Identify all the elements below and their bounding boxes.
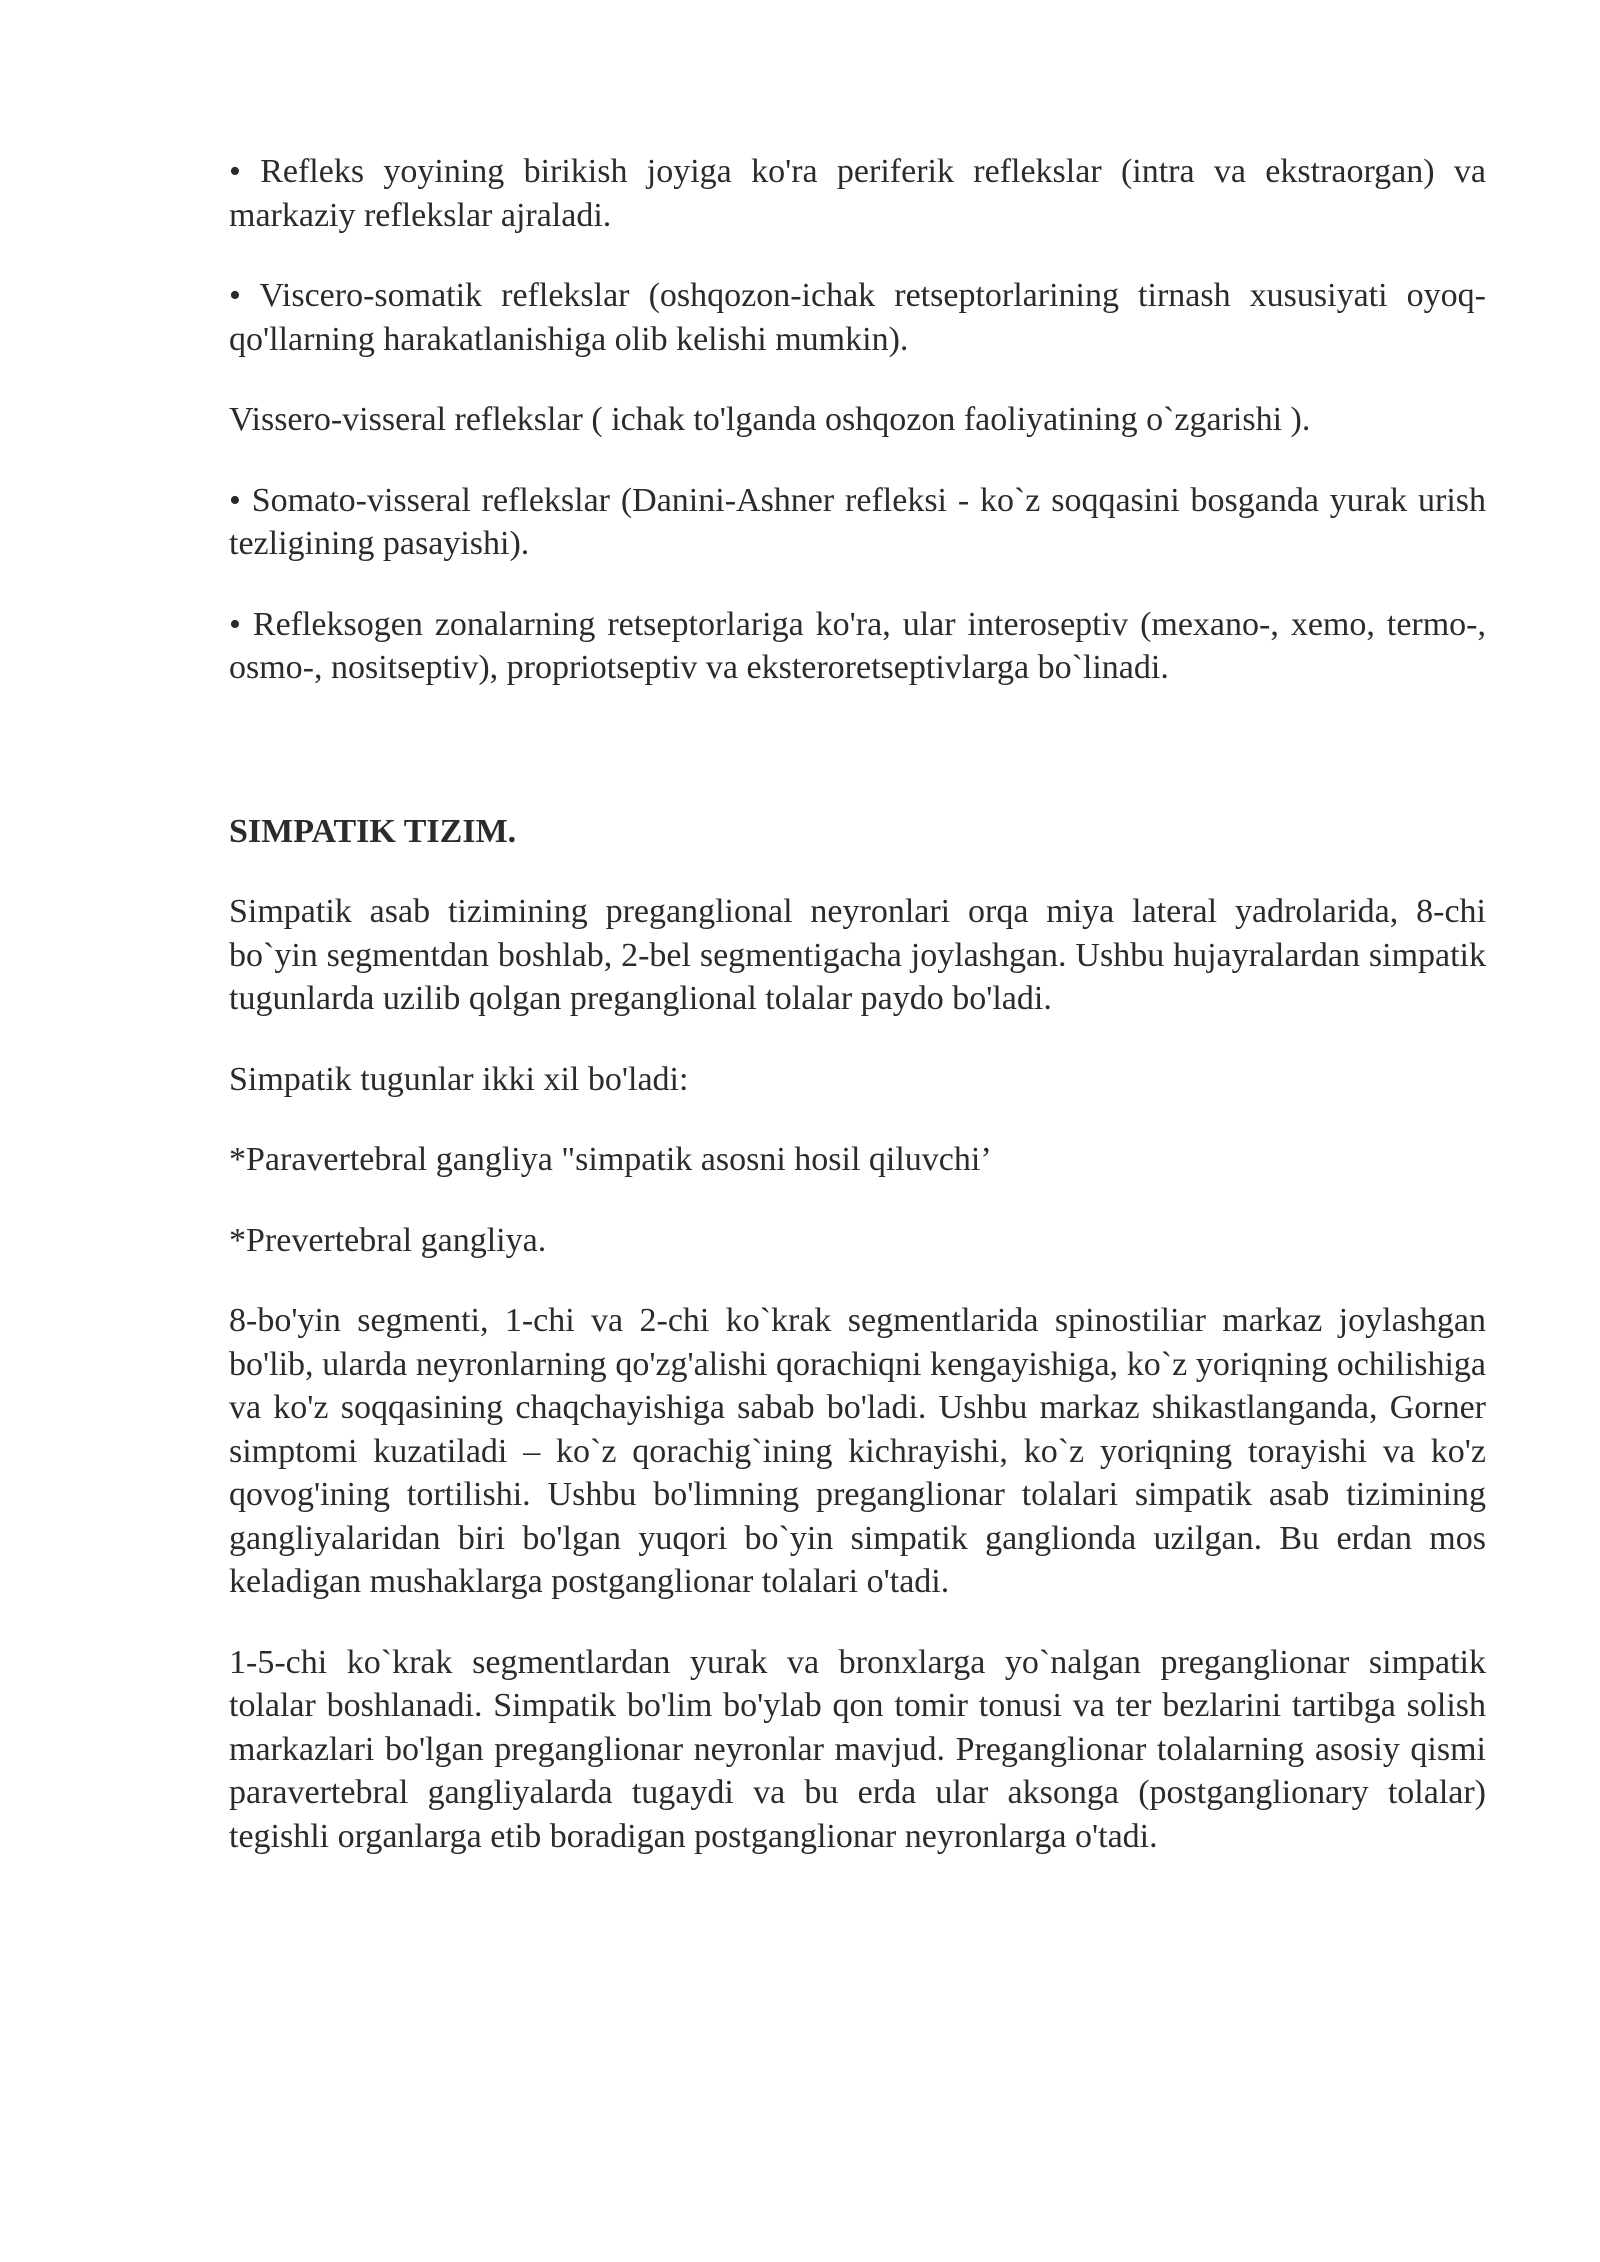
paragraph-thoracic-segments: 1-5-chi ko`krak segmentlardan yurak va bronxlarga yo`nalgan preganglionar simpatik tolalar boshlanadi. Simpatik bo'lim bo'ylab qon tomir tonusi va ter bezlarini tartibga solish markazlari bo'lgan preganglionar neyronlar mavjud. Preganglionar tolalarning asosiy qismi paravertebral gangliyalarda tugaydi va bu erda ular aksonga (postganglionary tolalar) tegishli organlarga etib boradigan postganglionar neyronlarga o'tadi.	[229, 1643, 1486, 1855]
section-title: SIMPATIK TIZIM.	[229, 812, 517, 850]
line-vissero-visseral: Vissero-visseral reflekslar ( ichak to'lganda oshqozon faoliyatining o`zgarishi ).	[229, 401, 1311, 438]
paragraph-prevertebral: *Prevertebral gangliya.	[229, 1221, 547, 1259]
bullet-somato-visseral: • Somato-visseral reflekslar (Danini-Ashner refleksi - ko`z soqqasini bosganda yurak urish tezligining pasayishi).	[229, 481, 1486, 562]
paragraph-paravertebral: *Paravertebral gangliya "simpatik asosni hosil qiluvchi’	[229, 1141, 992, 1178]
bullet-peripheral-reflexes: • Refleks yoyining birikish joyiga ko'ra periferik reflekslar (intra va ekstraorgan) va markaziy reflekslar ajraladi.	[229, 153, 1486, 234]
bullet-reflexogenic-zones: • Refleksogen zonalarning retseptorlariga ko'ra, ular interoseptiv (mexano-, xemo, termo-, osmo-, nositseptiv), propriotseptiv va eksteroretseptivlarga bo`linadi.	[229, 605, 1486, 686]
paragraph-node-types: Simpatik tugunlar ikki xil bo'ladi:	[229, 1060, 689, 1098]
paragraph-preganglional-neurons: Simpatik asab tizimining preganglional neyronlari orqa miya lateral yadrolarida, 8-chi bo`yin segmentdan boshlab, 2-bel segmentigacha joylashgan. Ushbu hujayralardan simpatik tugunlarda uzilib qolgan preganglional tolalar paydo bo'ladi.	[229, 893, 1486, 1017]
bullet-viscero-somatic: • Viscero-somatik reflekslar (oshqozon-ichak retseptorlarining tirnash xususiyati oyoq-qo'llarning harakatlanishiga olib kelishi mumkin).	[229, 277, 1486, 358]
document-page	[229, 150, 1486, 1895]
paragraph-spinostiliar-center: 8-bo'yin segmenti, 1-chi va 2-chi ko`krak segmentlarida spinostiliar markaz joylashgan bo'lib, ularda neyronlarning qo'zg'alishi qorachiqni kengayishiga, ko`z yoriqning ochilishiga va ko'z soqqasining chaqchayishiga sabab bo'ladi. Ushbu markaz shikastlanganda, Gorner simptomi kuzatiladi – ko`z qorachig`ining kichrayishi, ko`z yoriqning torayishi va ko'z qovog'ining tortilishi. Ushbu bo'limning preganglionar tolalari simpatik asab tizimining gangliyalaridan biri bo'lgan yuqori bo`yin simpatik ganglionda uzilgan. Bu erdan mos keladigan mushaklarga postganglionar tolalari o'tadi.	[229, 1302, 1486, 1600]
